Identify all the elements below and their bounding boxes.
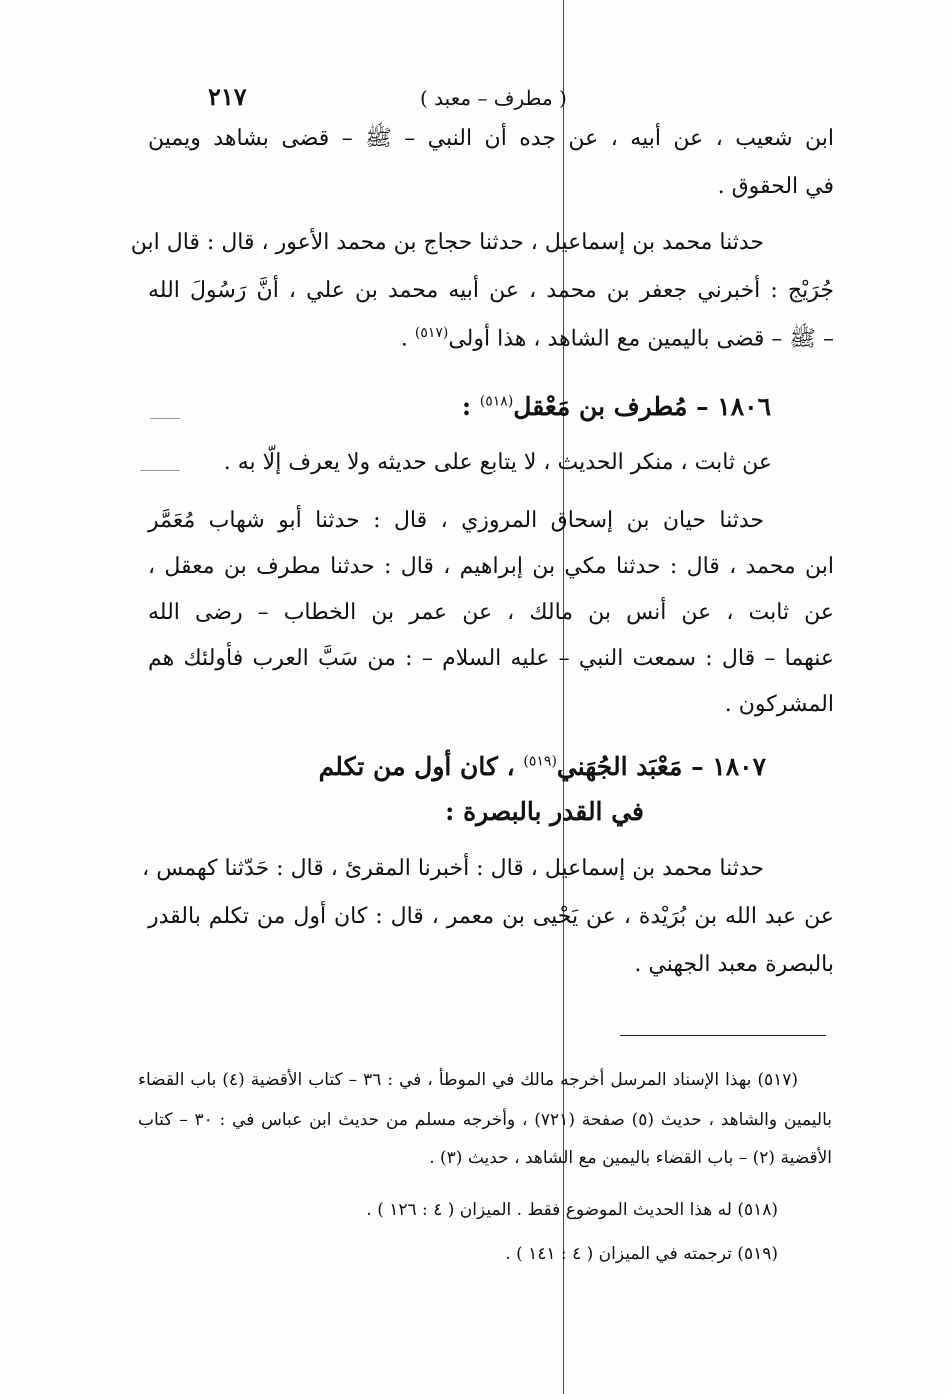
page-number: ٢١٧ bbox=[208, 82, 247, 111]
text-line: حدثنا محمد بن إسماعيل ، حدثنا حجاج بن محمد الأعور ، قال : قال ابن bbox=[130, 230, 764, 255]
text-line: عن عبد الله بن بُرَيْدة ، عن يَحْيى بن معمر ، قال : كان أول من تكلم بالقدر bbox=[148, 904, 834, 929]
text-line: المشركون . bbox=[724, 692, 834, 717]
entry-name: مَعْبَد الجُهَني bbox=[556, 752, 683, 781]
footnote-519 bbox=[505, 1244, 778, 1264]
footnote-line: (٥١٧) بهذا الإسناد المرسل أخرجه مالك في الموطأ ، في : ٣٦ – كتاب الأقضية (٤) باب القضاء bbox=[138, 1070, 798, 1090]
text-line bbox=[364, 326, 834, 366]
entry-name: مُطرف بن مَعْقل bbox=[513, 392, 688, 421]
scan-speck bbox=[150, 418, 180, 419]
entry-dash: – bbox=[691, 752, 704, 781]
paragraph-hadith-chain bbox=[148, 510, 834, 734]
text-line: حدثنا محمد بن إسماعيل ، قال : أخبرنا المقرئ ، قال : حَدّثنا كهمس ، bbox=[142, 856, 764, 881]
entry-colon: : bbox=[461, 392, 472, 421]
running-head: ( مطرف – معبد ) bbox=[420, 86, 567, 110]
text-line: عن ثابت ، منكر الحديث ، لا يتابع على حديثه ولا يعرف إلّا به . bbox=[223, 450, 772, 475]
footnote-line: الأقضية (٢) – باب القضاء باليمين مع الشاهد ، حديث (٣) . bbox=[429, 1148, 832, 1168]
line-end: . bbox=[400, 326, 415, 352]
scan-speck bbox=[140, 470, 180, 471]
text-line: جُرَيْج : أخبرني جعفر بن محمد ، عن أبيه محمد بن علي ، أنَّ رَسُولَ الله bbox=[148, 278, 834, 303]
entry-dash: – bbox=[696, 392, 709, 421]
footnote-517 bbox=[138, 1072, 832, 1180]
entry-heading-1807-line2 bbox=[445, 797, 644, 826]
line-text: – ﷺ – قضى باليمين مع الشاهد ، هذا أولى bbox=[448, 326, 834, 352]
entry-continuation: في القدر بالبصرة : bbox=[445, 797, 644, 826]
paragraph-hadith-517 bbox=[130, 230, 834, 366]
text-line: في الحقوق . bbox=[717, 174, 834, 199]
footnote-text: (٥١٩) ترجمته في الميزان ( ٤ : ١٤١ ) . bbox=[505, 1244, 778, 1264]
text-line: حدثنا حيان بن إسحاق المروزي ، قال : حدثنا أبو شهاب مُعَمَّر bbox=[148, 508, 764, 533]
footnote-separator bbox=[620, 1035, 826, 1036]
entry-heading-1807 bbox=[319, 752, 766, 781]
paragraph-hadith-qadar bbox=[142, 856, 834, 994]
footnote-ref-517: (٥١٧) bbox=[414, 325, 449, 341]
footnote-ref-518: (٥١٨) bbox=[479, 393, 514, 410]
entry-rest: ، كان أول من تكلم bbox=[318, 752, 524, 781]
text-line: عنهما – قال : سمعت النبي – عليه السلام – : من سَبَّ العرب فأولئك هم bbox=[148, 646, 834, 671]
footnote-ref-519: (٥١٩) bbox=[523, 753, 557, 770]
text-line: ابن شعيب ، عن أبيه ، عن جده أن النبي – ﷺ – قضى بشاهد ويمين bbox=[148, 126, 834, 151]
text-line: ابن محمد ، قال : حدثنا مكي بن إبراهيم ، قال : حدثنا مطرف بن معقل ، bbox=[148, 554, 834, 579]
entry-number: ١٨٠٦ bbox=[717, 392, 771, 421]
text-line: بالبصرة معبد الجهني . bbox=[634, 952, 834, 977]
paragraph-narrator-note bbox=[148, 452, 834, 492]
entry-heading-1806 bbox=[462, 392, 771, 421]
continuation-text bbox=[148, 128, 834, 216]
footnote-line: باليمين والشاهد ، حديث (٥) صفحة (٧٢١) ، وأخرجه مسلم من حديث ابن عباس في : ٣٠ – كتاب bbox=[138, 1110, 833, 1130]
text-line: عن ثابت ، عن أنس بن مالك ، عن عمر بن الخطاب – رضى الله bbox=[148, 600, 834, 625]
footnote-text: (٥١٨) له هذا الحديث الموضوع فقط . الميزان ( ٤ : ١٢٦ ) . bbox=[366, 1200, 778, 1220]
entry-number: ١٨٠٧ bbox=[712, 752, 766, 781]
page-header bbox=[130, 82, 830, 118]
footnote-518 bbox=[366, 1200, 778, 1220]
